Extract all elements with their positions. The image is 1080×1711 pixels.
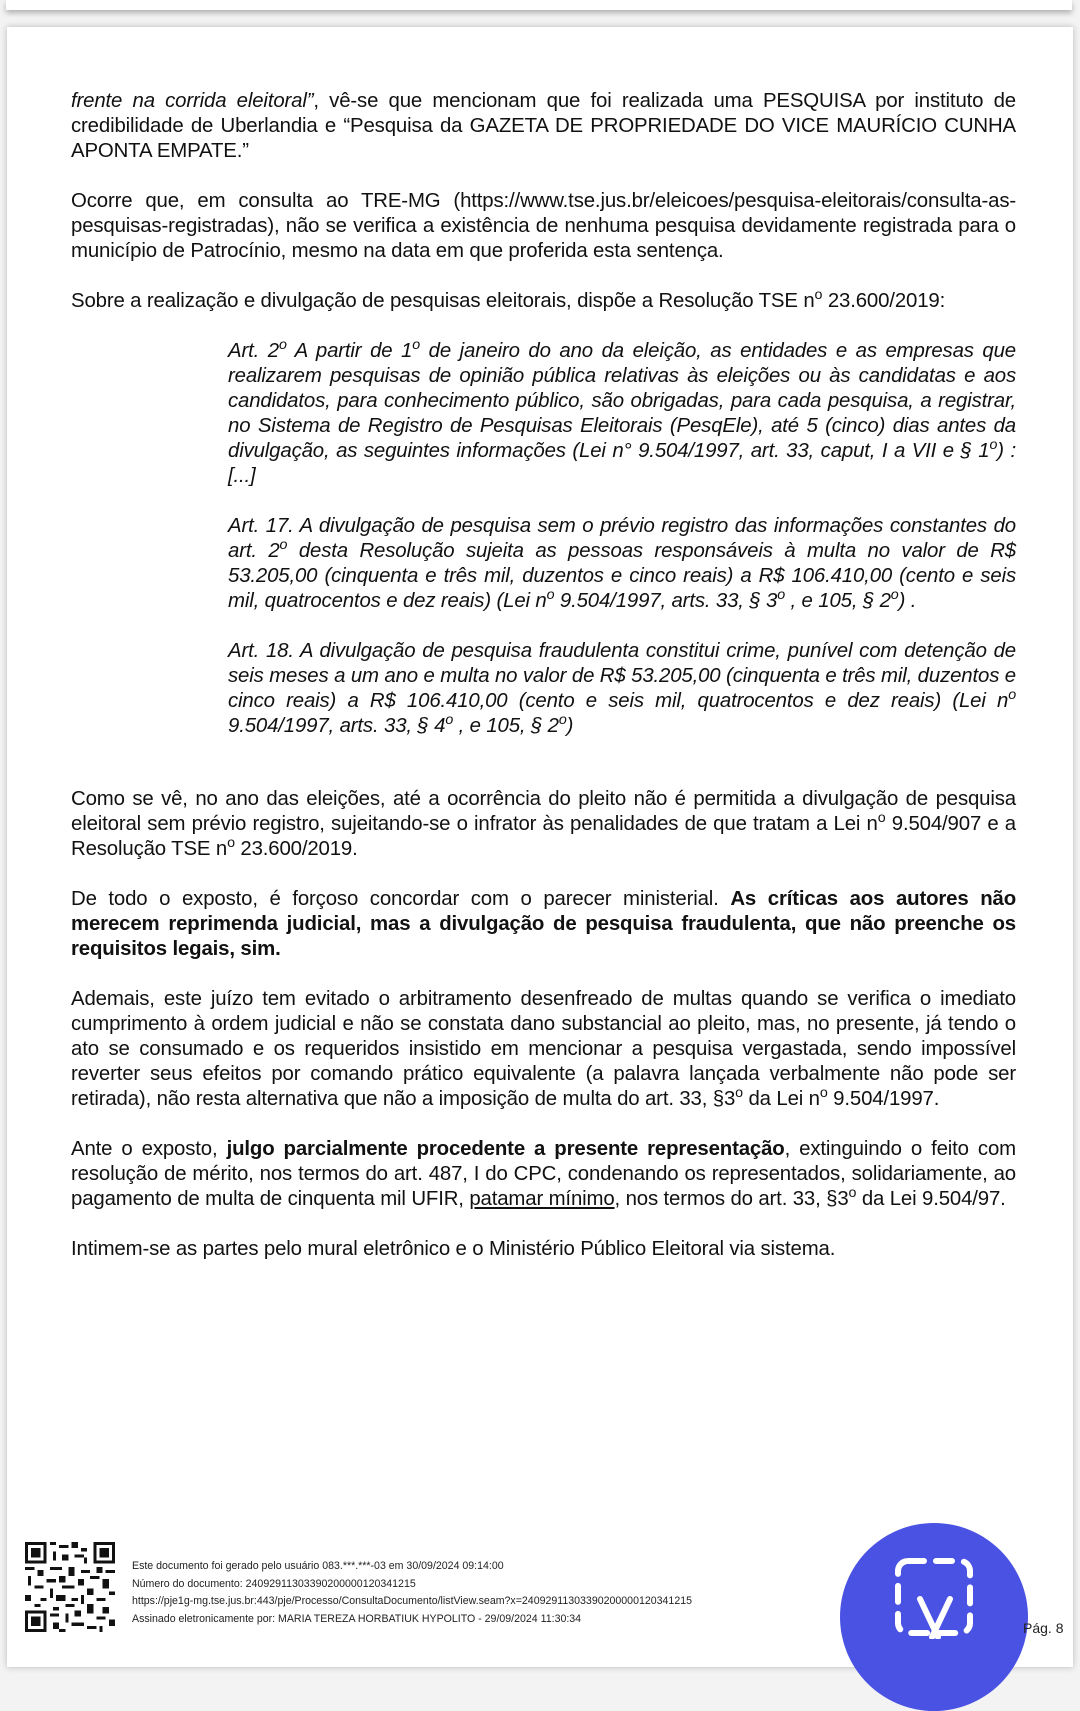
quote-art-17: Art. 17. A divulgação de pesquisa sem o prévio registro das informações constantes do art. 2$^o$ desta Resolução sujeita as pessoas responsáveis à multa no valor de R$ 53.205,00 (cinquenta e três mil, duzentos e cinco reais) a R$ 106.410,00 (cento e seis mil, quatrocentos e dez reais) (Lei $n^o$ 9.504/1997, arts. 33, § 3$^o$ , e 105, § 2$^o$) .: [228, 515, 1016, 612]
document-number-line: Número do documento: 24092911303390200000120341215: [132, 1577, 416, 1590]
generated-by-line: Este documento foi gerado pelo usuário 083.***.***-03 em 30/09/2024 09:14:00: [132, 1560, 504, 1572]
document-url-line[interactable]: https://pje1g-mg.tse.jus.br:443/pje/Processo/ConsultaDocumento/listView.seam?x=24092911303390200000120341215: [132, 1595, 692, 1607]
screenshot-select-icon: [892, 1555, 976, 1639]
paragraph-ruling: Ante o exposto, julgo parcialmente procedente a presente representação, extinguindo o feito com resolução de mérito, nos termos do art. 487, I do CPC, condenando os representados, solidariamente, ao pagamento de multa de cinquenta mil UFIR, patamar mínimo, nos termos do art. 33, §3$^o$ da Lei 9.504/97.: [71, 1138, 1016, 1210]
quote-art-18: Art. 18. A divulgação de pesquisa fraudulenta constitui crime, punível com detenção de seis meses a um ano e multa no valor de R$ 53.205,00 (cinquenta e três mil, duzentos e cinco reais) a R$ 106.410,00 (cento e seis mil, quatrocentos e dez reais) (Lei $n^o$ 9.504/1997, arts. 33, § 4$^o$ , e 105, § 2$^o$): [228, 640, 1016, 737]
screenshot-action-button[interactable]: [840, 1523, 1028, 1711]
document-page: [7, 27, 1073, 1667]
paragraph-conclusion-law: Como se vê, no ano das eleições, até a ocorrência do pleito não é permitida a divulgação de pesquisa eleitoral sem prévio registro, sujeitando-se o infrator às penalidades de que tratam a Lei $n^o$ 9.504/907 e a Resolução TSE $n^o$ 23.600/2019.: [71, 788, 1016, 860]
paragraph-tre-consult: Ocorre que, em consulta ao TRE-MG (https://www.tse.jus.br/eleicoes/pesquisa-eleitorais/consulta-as-pesquisas-registradas), não se verifica a existência de nenhuma pesquisa devidamente registrada para o município de Patrocínio, mesmo na data em que proferida esta sentença.: [71, 190, 1016, 262]
paragraph-fine-justification: Ademais, este juízo tem evitado o arbitramento desenfreado de multas quando se verifica o imediato cumprimento à ordem judicial e não se constata dano substancial ao pleito, mas, no presente, já tendo o ato se consumado e os requeridos insistido em mencionar a pesquisa vergastada, sendo impossível reverter seus efeitos por comando prático equivalente (a palavra lançada verbalmente não pode ser retirada), não resta alternativa que não a imposição de multa do art. 33, §3$^o$ da Lei $n^o$ 9.504/1997.: [71, 988, 1016, 1110]
qr-code-icon: [25, 1542, 115, 1632]
quoted-articles: [71, 339, 1016, 739]
quote-art-2: Art. 2$^o$ A partir de 1$^o$ de janeiro do ano da eleição, as entidades e as empresas que realizarem pesquisas de opinião pública relativas às eleições ou às candidatas e aos candidatos, para conhecimento público, são obrigadas, para cada pesquisa, a registrar, no Sistema de Registro de Pesquisas Eleitorais (PesqEle), até 5 (cinco) dias antes da divulgação, as seguintes informações (Lei n° 9.504/1997, art. 33, caput, I a VII e § 1$^o$) : [...]: [228, 337, 1016, 487]
document-body: [71, 89, 1016, 1262]
page-number: Pág. 8: [1023, 1620, 1064, 1636]
paragraph-resolution-intro: Sobre a realização e divulgação de pesquisas eleitorais, dispõe a Resolução TSE $n^o$ 23.600/2019:: [71, 287, 946, 312]
paragraph-ministerial-opinion: De todo o exposto, é forçoso concordar com o parecer ministerial. As críticas aos autores não merecem reprimenda judicial, mas a divulgação de pesquisa fraudulenta, que não preenche os requisitos legais, sim.: [71, 888, 1016, 960]
paragraph-notification: Intimem-se as partes pelo mural eletrônico e o Ministério Público Eleitoral via sistema.: [71, 1238, 836, 1260]
previous-page-edge: [6, 0, 1072, 10]
paragraph-survey-mention: frente na corrida eleitoral”, vê-se que mencionam que foi realizada uma PESQUISA por instituto de credibilidade de Uberlandia e “Pesquisa da GAZETA DE PROPRIEDADE DO VICE MAURÍCIO CUNHA APONTA EMPATE.”: [71, 90, 1016, 162]
signed-by-line: Assinado eletronicamente por: MARIA TEREZA HORBATIUK HYPOLITO - 29/09/2024 11:30:34: [132, 1612, 582, 1625]
signature-info: [132, 1558, 692, 1628]
